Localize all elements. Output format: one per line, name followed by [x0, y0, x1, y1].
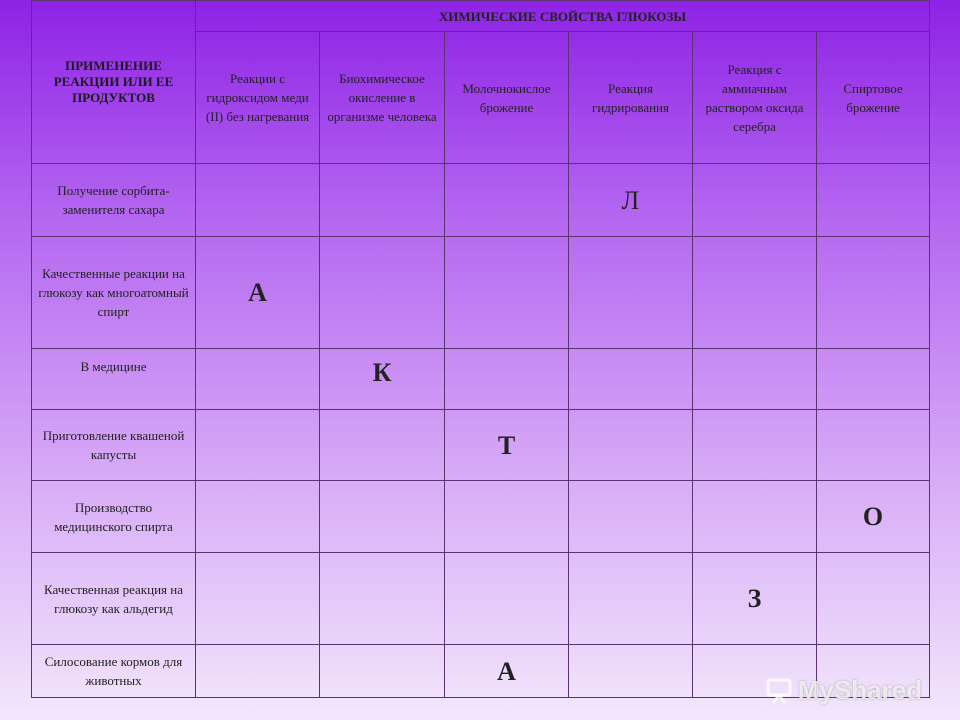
cell: [569, 553, 693, 645]
table-row: [32, 349, 930, 410]
letter-mark: К: [320, 349, 445, 410]
letter-mark: З: [693, 553, 817, 645]
table-row: [32, 237, 930, 349]
column-header: Реакция с аммиачным раствором оксида серебра: [693, 32, 817, 164]
cell: [693, 237, 817, 349]
column-header: Реакции с гидроксидом меди (II) без нагревания: [196, 32, 320, 164]
cell: [569, 481, 693, 553]
cell: [569, 237, 693, 349]
row-label: Силосование кормов для животных: [32, 645, 196, 698]
letter-mark: Т: [445, 410, 569, 481]
cell: [693, 349, 817, 410]
row-label: В медицине: [32, 349, 196, 410]
header-row-1: [32, 1, 930, 32]
cell: [196, 164, 320, 237]
column-header: Биохимическое окисление в организме человека: [320, 32, 445, 164]
cell: [817, 237, 930, 349]
table-row: [32, 410, 930, 481]
cell: [817, 410, 930, 481]
cell: [320, 645, 445, 698]
cell: [569, 645, 693, 698]
letter-mark: А: [445, 645, 569, 698]
application-header: ПРИМЕНЕНИЕ РЕАКЦИИ ИЛИ ЕЕ ПРОДУКТОВ: [32, 1, 196, 164]
cell: [569, 410, 693, 481]
row-label: Производство медицинского спирта: [32, 481, 196, 553]
table-row: [32, 481, 930, 553]
watermark: [764, 675, 922, 706]
cell: [817, 349, 930, 410]
cell: [196, 349, 320, 410]
letter-mark: Л: [569, 164, 693, 237]
cell: [693, 481, 817, 553]
cell: [320, 410, 445, 481]
cell: [320, 237, 445, 349]
cell: [817, 553, 930, 645]
cell: [569, 349, 693, 410]
cell: [196, 410, 320, 481]
cell: [196, 645, 320, 698]
row-label: Получение сорбита-заменителя сахара: [32, 164, 196, 237]
cell: [196, 553, 320, 645]
cell: [320, 481, 445, 553]
cell: [445, 164, 569, 237]
table-row: [32, 553, 930, 645]
cell: [320, 164, 445, 237]
presentation-board-icon: [764, 677, 794, 705]
cell: [817, 164, 930, 237]
cell: [445, 349, 569, 410]
letter-mark: А: [196, 237, 320, 349]
cell: [693, 410, 817, 481]
cell: [445, 553, 569, 645]
column-header: Спиртовое брожение: [817, 32, 930, 164]
cell: [196, 481, 320, 553]
glucose-properties-table: [31, 0, 930, 698]
letter-mark: О: [817, 481, 930, 553]
row-label: Приготовление квашеной капусты: [32, 410, 196, 481]
column-header: Молочнокислое брожение: [445, 32, 569, 164]
properties-header: ХИМИЧЕСКИЕ СВОЙСТВА ГЛЮКОЗЫ: [196, 1, 930, 32]
watermark-text: MyShared: [797, 675, 922, 705]
row-label: Качественные реакции на глюкозу как многоатомный спирт: [32, 237, 196, 349]
cell: [320, 553, 445, 645]
cell: [693, 164, 817, 237]
column-header: Реакция гидрирования: [569, 32, 693, 164]
row-label: Качественная реакция на глюкозу как альдегид: [32, 553, 196, 645]
cell: [445, 481, 569, 553]
cell: [445, 237, 569, 349]
table-row: [32, 164, 930, 237]
